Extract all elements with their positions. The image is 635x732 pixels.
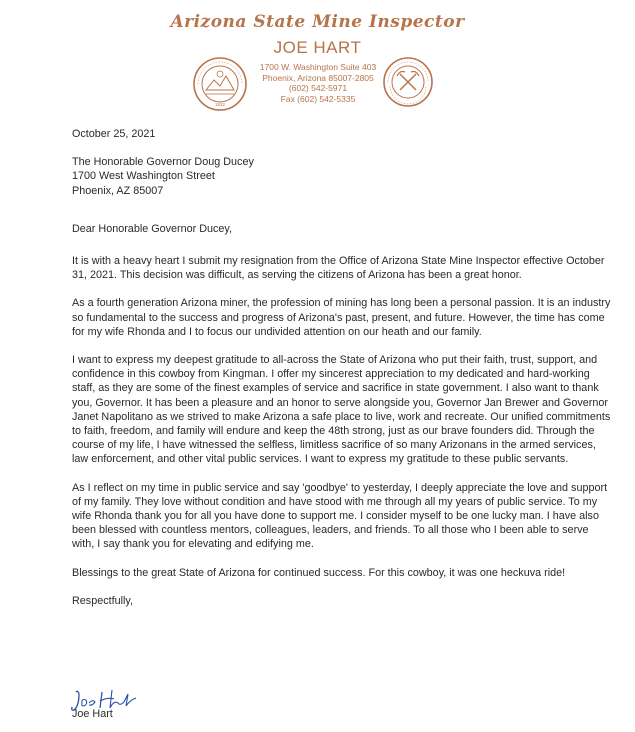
arizona-state-seal-icon — [192, 56, 248, 112]
fax: Fax (602) 542-5335 — [280, 93, 356, 104]
letterhead-address — [248, 62, 388, 104]
inspector-name: JOE HART — [273, 38, 362, 57]
letter-date: October 25, 2021 — [72, 128, 156, 140]
recipient-street: 1700 West Washington Street — [72, 170, 215, 183]
paragraph-mining: As a fourth generation Arizona miner, the profession of mining has long been a personal passion. It is an industry so fundamental to the success and progress of Arizona's past, present, and future. However, the time has come for my wife Rhonda and I to focus our undivided attention on our heath and our family. — [72, 297, 611, 338]
recipient-name: The Honorable Governor Doug Ducey — [72, 156, 254, 169]
phone: (602) 542-5971 — [288, 83, 348, 94]
signer-name: Joe Hart — [72, 708, 113, 720]
paragraph-gratitude: I want to express my deepest gratitude to all-across the State of Arizona who put their faith, trust, support, and confidence in this cowboy from Kingman. I offer my sincerest appreciation to my dedicated and hard-working staff, as they are some of the finest examples of service and sacrifice in state government. I also want to thank you, Governor. It has been a pleasure and an honor to serve alongside you, Governor Jan Brewer and Governor Janet Napolitano as we strived to make Arizona a safe place to live, work and recreate. Our unified commitments to faith, freedom, and family will endure and keep the 48th strong, just as our brave founders did. Through the course of my life, I have witnessed the selfless, limitless sacrifice of so many Arizonans in the armed services, law enforcement, and other vital public services. I want to express my gratitude to these public servants. — [72, 354, 611, 466]
letterhead — [0, 0, 635, 118]
address-line2: Phoenix, Arizona 85007-2805 — [262, 72, 374, 83]
recipient-block — [72, 155, 612, 198]
address-line1: 1700 W. Washington Suite 403 — [259, 62, 377, 72]
mine-inspector-seal-icon — [382, 56, 434, 108]
letter-body — [72, 127, 612, 628]
salutation: Dear Honorable Governor Ducey, — [72, 222, 233, 235]
recipient-city: Phoenix, AZ 85007 — [72, 184, 164, 197]
paragraph-resignation: It is with a heavy heart I submit my resignation from the Office of Arizona State Mine Inspector effective October 31, 2021. This decision was difficult, as serving the citizens of Arizona has been a great honor. — [72, 255, 605, 282]
office-title: Arizona State Mine Inspector — [170, 12, 465, 32]
svg-text:1912: 1912 — [214, 102, 226, 107]
closing: Respectfully, — [72, 594, 134, 607]
paragraph-blessings: Blessings to the great State of Arizona for continued success. For this cowboy, it was one heckuva ride! — [72, 566, 566, 579]
paragraph-reflection: As I reflect on my time in public service and say 'goodbye' to yesterday, I deeply appreciate the love and support of my family. They love without condition and have stood with me through all my years of public service. To my wife Rhonda thank you for all you have done to support me. I consider myself to be one lucky man. I have also been blessed with countless mentors, colleagues, leaders, and friends. To all those who I been able to serve with, I say thank you for elevating and edifying me. — [72, 481, 608, 551]
